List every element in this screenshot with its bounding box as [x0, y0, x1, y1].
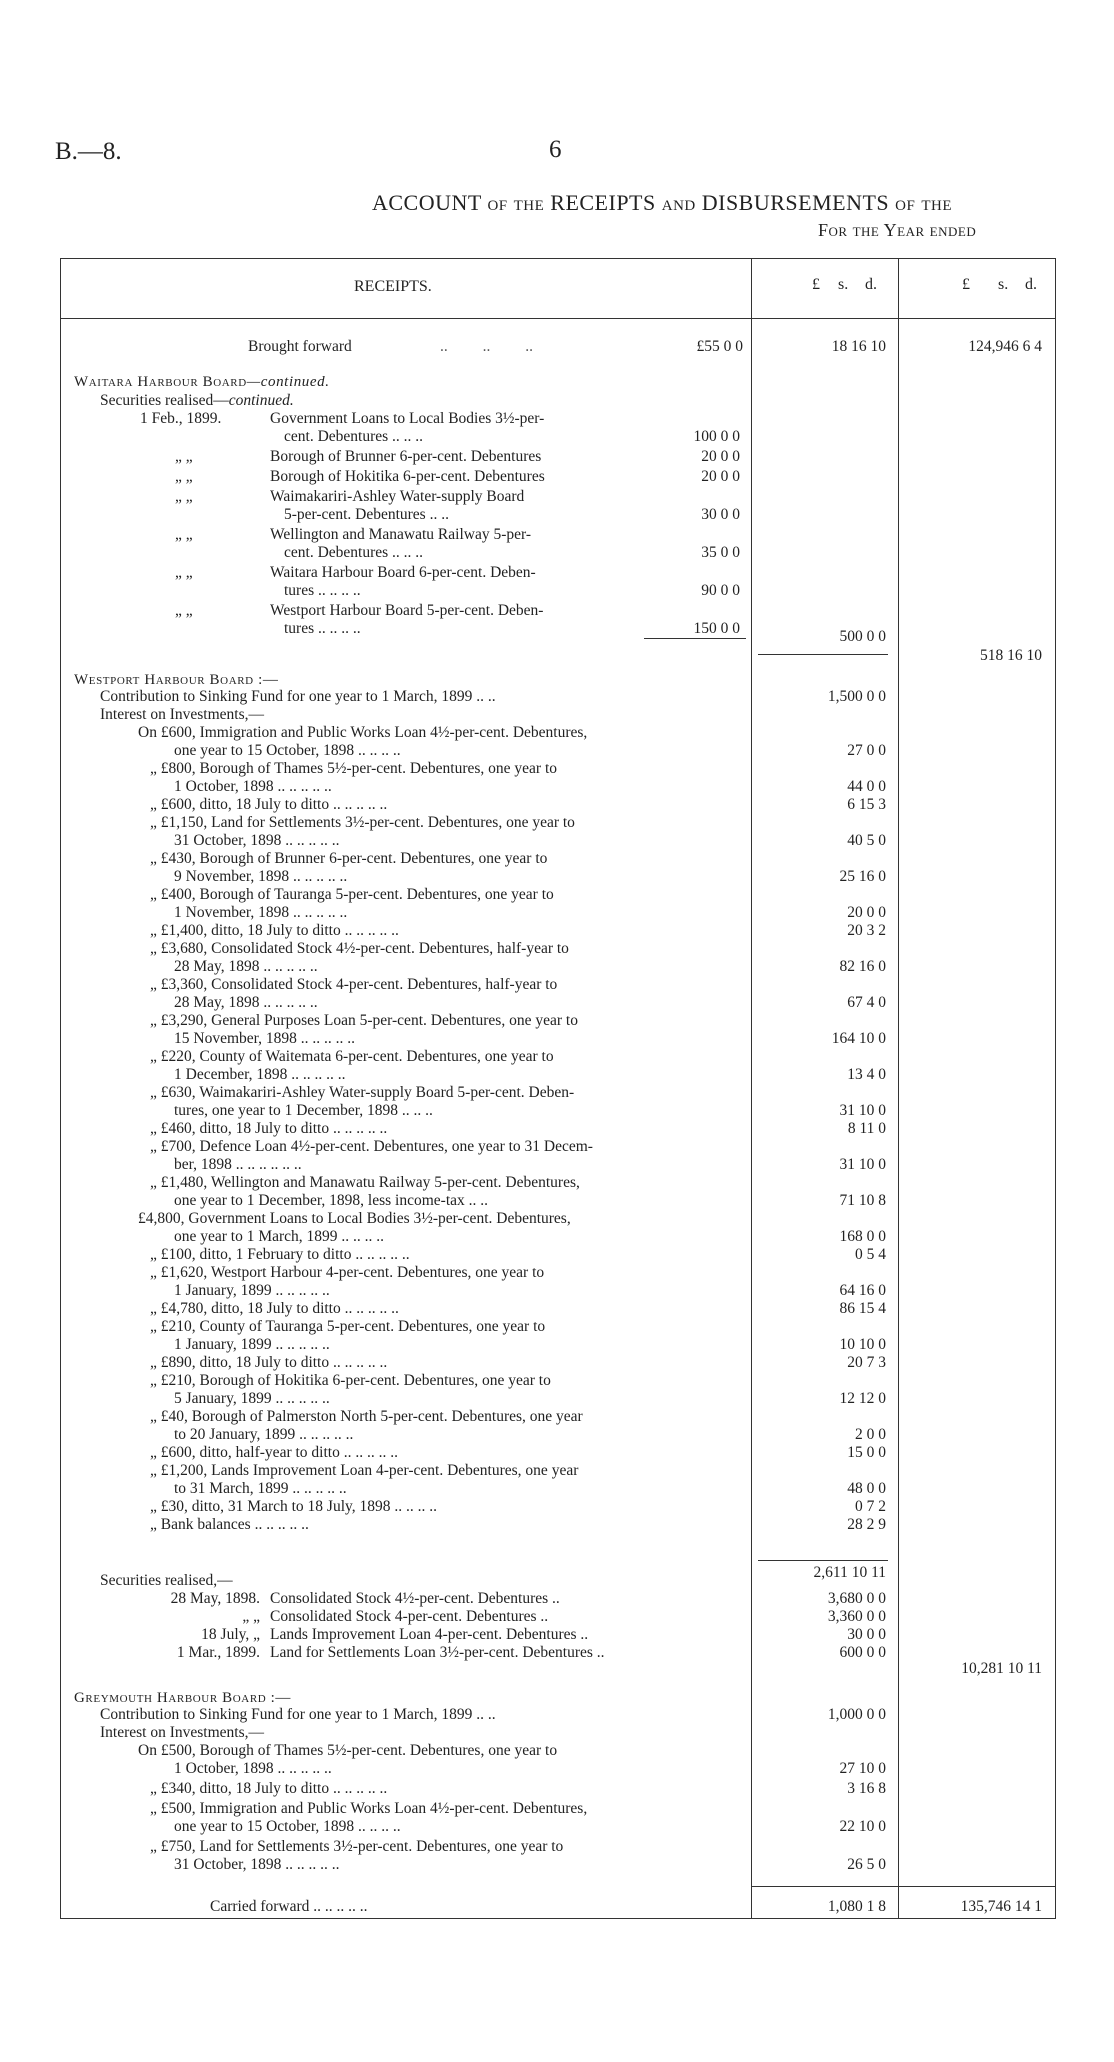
interest-line: „ £1,200, Lands Improvement Loan 4-per-cent. Debentures, one year: [150, 1462, 579, 1479]
interest-line: „ £600, ditto, half-year to ditto .. .. .. .. ..: [150, 1444, 398, 1461]
interest-line: „ £630, Waimakariri-Ashley Water-supply Board 5-per-cent. Deben-: [150, 1084, 575, 1101]
interest-line: „ £1,400, ditto, 18 July to ditto .. .. .. .. ..: [150, 922, 399, 939]
westport-col2-total: 10,281 10 11: [961, 1660, 1042, 1677]
brought-forward-col1: 18 16 10: [831, 338, 886, 355]
interest-amount: 71 10 8: [839, 1192, 886, 1209]
security-line: tures .. .. .. ..: [284, 582, 361, 599]
westport-subtotal: 2,611 10 11: [813, 1564, 886, 1581]
col1-pence-header: d.: [865, 276, 877, 293]
interest-amount: 48 0 0: [847, 1480, 886, 1497]
interest-line: „ £750, Land for Settlements 3½-per-cent. Debentures, one year to: [150, 1838, 564, 1855]
westport-subtotal-rule: [758, 1560, 888, 1561]
westport-interest-label: Interest on Investments,—: [100, 706, 265, 723]
westport-securities-label: Securities realised,—: [100, 1572, 233, 1589]
security-date: 1 Mar., 1899.: [176, 1644, 260, 1661]
col1-pound-header: £: [812, 276, 820, 293]
interest-amount: 67 4 0: [847, 994, 886, 1011]
interest-line: „ £4,780, ditto, 18 July to ditto .. .. .. .. ..: [150, 1300, 399, 1317]
interest-line: 28 May, 1898 .. .. .. .. ..: [174, 958, 318, 975]
interest-line: „ £500, Immigration and Public Works Loan 4½-per-cent. Debentures,: [150, 1800, 588, 1817]
interest-line: 1 January, 1899 .. .. .. .. ..: [174, 1282, 330, 1299]
waitara-date: 1 Feb., 1899.: [140, 410, 222, 427]
interest-amount: 10 10 0: [839, 1336, 886, 1353]
interest-line: On £500, Borough of Thames 5½-per-cent. Debentures, one year to: [138, 1742, 558, 1759]
receipts-header: RECEIPTS.: [354, 278, 432, 295]
westport-contribution-amount: 1,500 0 0: [827, 688, 886, 705]
waitara-securities-label: [100, 392, 294, 410]
interest-amount: 15 0 0: [847, 1444, 886, 1461]
col1-shilling-header: s.: [838, 276, 849, 293]
waitara-heading: [74, 374, 330, 391]
interest-line: 1 October, 1898 .. .. .. .. ..: [174, 778, 332, 795]
interest-line: £4,800, Government Loans to Local Bodies 3½-per-cent. Debentures,: [138, 1210, 571, 1227]
interest-amount: 3 16 8: [847, 1780, 886, 1797]
interest-line: 1 November, 1898 .. .. .. .. ..: [174, 904, 348, 921]
col2-pound-header: £: [962, 276, 970, 293]
interest-amount: 31 10 0: [839, 1102, 886, 1119]
interest-line: „ £430, Borough of Brunner 6-per-cent. Debentures, one year to: [150, 850, 548, 867]
interest-line: „ £890, ditto, 18 July to ditto .. .. .. .. ..: [150, 1354, 388, 1371]
right-border: [1055, 258, 1056, 1918]
interest-line: 31 October, 1898 .. .. .. .. ..: [174, 832, 340, 849]
interest-line: 1 January, 1899 .. .. .. .. ..: [174, 1336, 330, 1353]
security-amount: 30 0 0: [701, 506, 740, 523]
security-line: tures .. .. .. ..: [284, 620, 361, 637]
brought-forward-inner: £55 0 0: [696, 338, 743, 355]
interest-amount: 20 7 3: [847, 1354, 886, 1371]
security-line: Waimakariri-Ashley Water-supply Board: [270, 488, 525, 505]
interest-line: „ £3,680, Consolidated Stock 4½-per-cent. Debentures, half-year to: [150, 940, 569, 957]
ditto-mark: „ „: [175, 526, 193, 543]
security-line: Borough of Brunner 6-per-cent. Debentures: [270, 448, 542, 465]
interest-line: „ £210, Borough of Hokitika 6-per-cent. Debentures, one year to: [150, 1372, 551, 1389]
interest-amount: 82 16 0: [839, 958, 886, 975]
interest-line: 1 December, 1898 .. .. .. .. ..: [174, 1066, 346, 1083]
security-amount: 20 0 0: [701, 468, 740, 485]
security-amount: 100 0 0: [693, 428, 740, 445]
security-amount: 35 0 0: [701, 544, 740, 561]
waitara-heading-cont: —continued.: [246, 374, 330, 390]
interest-line: 1 October, 1898 .. .. .. .. ..: [174, 1760, 332, 1777]
interest-amount: 27 10 0: [839, 1760, 886, 1777]
waitara-heading-text: Waitara Harbour Board: [74, 374, 247, 390]
header-bottom-rule: [60, 318, 1056, 319]
carried-forward-col2: 135,746 14 1: [960, 1898, 1042, 1915]
interest-line: one year to 1 March, 1899 .. .. .. ..: [174, 1228, 385, 1245]
security-amount: 30 0 0: [847, 1626, 886, 1643]
interest-line: „ £1,150, Land for Settlements 3½-per-cent. Debentures, one year to: [150, 814, 575, 831]
waitara-inner-rule: [644, 638, 746, 639]
col2-pence-header: d.: [1025, 276, 1037, 293]
interest-amount: 86 15 4: [839, 1300, 886, 1317]
interest-amount: 64 16 0: [839, 1282, 886, 1299]
security-line: Westport Harbour Board 5-per-cent. Deben-: [270, 602, 544, 619]
interest-line: 5 January, 1899 .. .. .. .. ..: [174, 1390, 330, 1407]
interest-line: „ £460, ditto, 18 July to ditto .. .. .. .. ..: [150, 1120, 388, 1137]
ditto-mark: „ „: [175, 468, 193, 485]
interest-amount: 40 5 0: [847, 832, 886, 849]
interest-line: „ £40, Borough of Palmerston North 5-per-cent. Debentures, one year: [150, 1408, 583, 1425]
security-description: Land for Settlements Loan 3½-per-cent. Debentures ..: [270, 1644, 605, 1661]
interest-line: one year to 1 December, 1898, less income-tax .. ..: [174, 1192, 489, 1209]
interest-line: to 20 January, 1899 .. .. .. .. ..: [174, 1426, 354, 1443]
interest-line: „ £600, ditto, 18 July to ditto .. .. .. .. ..: [150, 796, 388, 813]
greymouth-contribution-amount: 1,000 0 0: [827, 1706, 886, 1723]
waitara-col1-total: 500 0 0: [839, 628, 886, 645]
interest-amount: 0 7 2: [855, 1498, 886, 1515]
carried-forward-rule: [751, 1886, 1055, 1887]
security-amount: 600 0 0: [839, 1644, 886, 1661]
security-line: cent. Debentures .. .. ..: [284, 428, 424, 445]
security-date: „ „: [242, 1608, 260, 1625]
carried-forward-label: Carried forward .. .. .. .. ..: [210, 1898, 368, 1915]
greymouth-contribution: Contribution to Sinking Fund for one year to 1 March, 1899 .. ..: [100, 1706, 496, 1723]
security-line: 5-per-cent. Debentures .. ..: [284, 506, 449, 523]
interest-amount: 28 2 9: [847, 1516, 886, 1533]
security-line: Borough of Hokitika 6-per-cent. Debentures: [270, 468, 545, 485]
interest-line: „ £340, ditto, 18 July to ditto .. .. .. .. ..: [150, 1780, 388, 1797]
security-amount: 150 0 0: [693, 620, 740, 637]
greymouth-heading: Greymouth Harbour Board :—: [74, 1690, 292, 1706]
waitara-col1-rule: [758, 654, 888, 655]
interest-amount: 25 16 0: [839, 868, 886, 885]
leader-dots: .. .. ..: [440, 338, 533, 355]
ditto-mark: „ „: [175, 564, 193, 581]
waitara-sec-text: Securities realised—: [100, 392, 229, 409]
column-divider-1: [751, 258, 752, 1918]
security-amount: 20 0 0: [701, 448, 740, 465]
interest-line: „ £210, County of Tauranga 5-per-cent. Debentures, one year to: [150, 1318, 546, 1335]
interest-line: „ £100, ditto, 1 February to ditto .. .. .. .. ..: [150, 1246, 410, 1263]
interest-line: „ £3,360, Consolidated Stock 4-per-cent. Debentures, half-year to: [150, 976, 558, 993]
security-description: Consolidated Stock 4½-per-cent. Debentures ..: [270, 1590, 560, 1607]
waitara-col2-total: 518 16 10: [980, 647, 1042, 664]
column-divider-2: [898, 258, 899, 1918]
brought-forward-label: Brought forward: [248, 338, 352, 355]
interest-line: ber, 1898 .. .. .. .. .. ..: [174, 1156, 302, 1173]
security-amount: 3,360 0 0: [827, 1608, 886, 1625]
interest-line: one year to 15 October, 1898 .. .. .. ..: [174, 742, 401, 759]
interest-amount: 13 4 0: [847, 1066, 886, 1083]
interest-line: 28 May, 1898 .. .. .. .. ..: [174, 994, 318, 1011]
interest-line: „ £30, ditto, 31 March to 18 July, 1898 .. .. .. ..: [150, 1498, 438, 1515]
interest-amount: 27 0 0: [847, 742, 886, 759]
interest-line: 31 October, 1898 .. .. .. .. ..: [174, 1856, 340, 1873]
interest-line: „ £700, Defence Loan 4½-per-cent. Debentures, one year to 31 Decem-: [150, 1138, 593, 1155]
interest-line: „ £3,290, General Purposes Loan 5-per-cent. Debentures, one year to: [150, 1012, 578, 1029]
interest-amount: 26 5 0: [847, 1856, 886, 1873]
interest-line: to 31 March, 1899 .. .. .. .. ..: [174, 1480, 347, 1497]
security-description: Lands Improvement Loan 4-per-cent. Debentures ..: [270, 1626, 589, 1643]
account-title: ACCOUNT of the RECEIPTS and DISBURSEMENTS of the: [372, 190, 952, 215]
interest-line: 15 November, 1898 .. .. .. .. ..: [174, 1030, 356, 1047]
interest-line: „ Bank balances .. .. .. .. ..: [150, 1516, 309, 1533]
left-border: [60, 258, 61, 1918]
security-amount: 3,680 0 0: [827, 1590, 886, 1607]
interest-line: On £600, Immigration and Public Works Loan 4½-per-cent. Debentures,: [138, 724, 588, 741]
interest-line: „ £400, Borough of Tauranga 5-per-cent. Debentures, one year to: [150, 886, 554, 903]
interest-amount: 20 3 2: [847, 922, 886, 939]
ditto-mark: „ „: [175, 448, 193, 465]
interest-line: one year to 15 October, 1898 .. .. .. ..: [174, 1818, 401, 1835]
carried-forward-col1: 1,080 1 8: [827, 1898, 886, 1915]
interest-amount: 12 12 0: [839, 1390, 886, 1407]
interest-amount: 6 15 3: [847, 796, 886, 813]
page-number: 6: [549, 136, 562, 163]
interest-line: tures, one year to 1 December, 1898 .. .. ..: [174, 1102, 433, 1119]
brought-forward-col2: 124,946 6 4: [968, 338, 1042, 355]
interest-amount: 2 0 0: [855, 1426, 886, 1443]
westport-heading: Westport Harbour Board :—: [74, 672, 279, 688]
interest-amount: 164 10 0: [831, 1030, 886, 1047]
interest-amount: 20 0 0: [847, 904, 886, 921]
interest-amount: 0 5 4: [855, 1246, 886, 1263]
security-amount: 90 0 0: [701, 582, 740, 599]
interest-amount: 168 0 0: [839, 1228, 886, 1245]
interest-amount: 31 10 0: [839, 1156, 886, 1173]
security-line: Waitara Harbour Board 6-per-cent. Deben-: [270, 564, 536, 581]
interest-line: 9 November, 1898 .. .. .. .. ..: [174, 868, 348, 885]
security-date: 18 July, „: [201, 1626, 260, 1643]
interest-line: „ £1,480, Wellington and Manawatu Railway 5-per-cent. Debentures,: [150, 1174, 580, 1191]
table-bottom-rule: [60, 1918, 1056, 1919]
security-line: Wellington and Manawatu Railway 5-per-: [270, 526, 532, 543]
interest-amount: 8 11 0: [847, 1120, 886, 1137]
interest-line: „ £220, County of Waitemata 6-per-cent. Debentures, one year to: [150, 1048, 554, 1065]
col2-shilling-header: s.: [998, 276, 1009, 293]
westport-contribution: Contribution to Sinking Fund for one year to 1 March, 1899 .. ..: [100, 688, 496, 705]
interest-line: „ £800, Borough of Thames 5½-per-cent. Debentures, one year to: [150, 760, 558, 777]
page-reference: B.—8.: [55, 138, 122, 165]
table-top-rule: [60, 258, 1056, 259]
waitara-sec-cont: continued.: [228, 392, 294, 409]
account-subtitle: For the Year ended: [818, 220, 977, 240]
interest-line: „ £1,620, Westport Harbour 4-per-cent. Debentures, one year to: [150, 1264, 545, 1281]
ditto-mark: „ „: [175, 602, 193, 619]
ditto-mark: „ „: [175, 488, 193, 505]
security-description: Consolidated Stock 4-per-cent. Debentures ..: [270, 1608, 549, 1625]
greymouth-interest-label: Interest on Investments,—: [100, 1724, 265, 1741]
interest-amount: 44 0 0: [847, 778, 886, 795]
interest-amount: 22 10 0: [839, 1818, 886, 1835]
security-date: 28 May, 1898.: [170, 1590, 260, 1607]
security-line: Government Loans to Local Bodies 3½-per-: [270, 410, 545, 427]
security-line: cent. Debentures .. .. ..: [284, 544, 424, 561]
